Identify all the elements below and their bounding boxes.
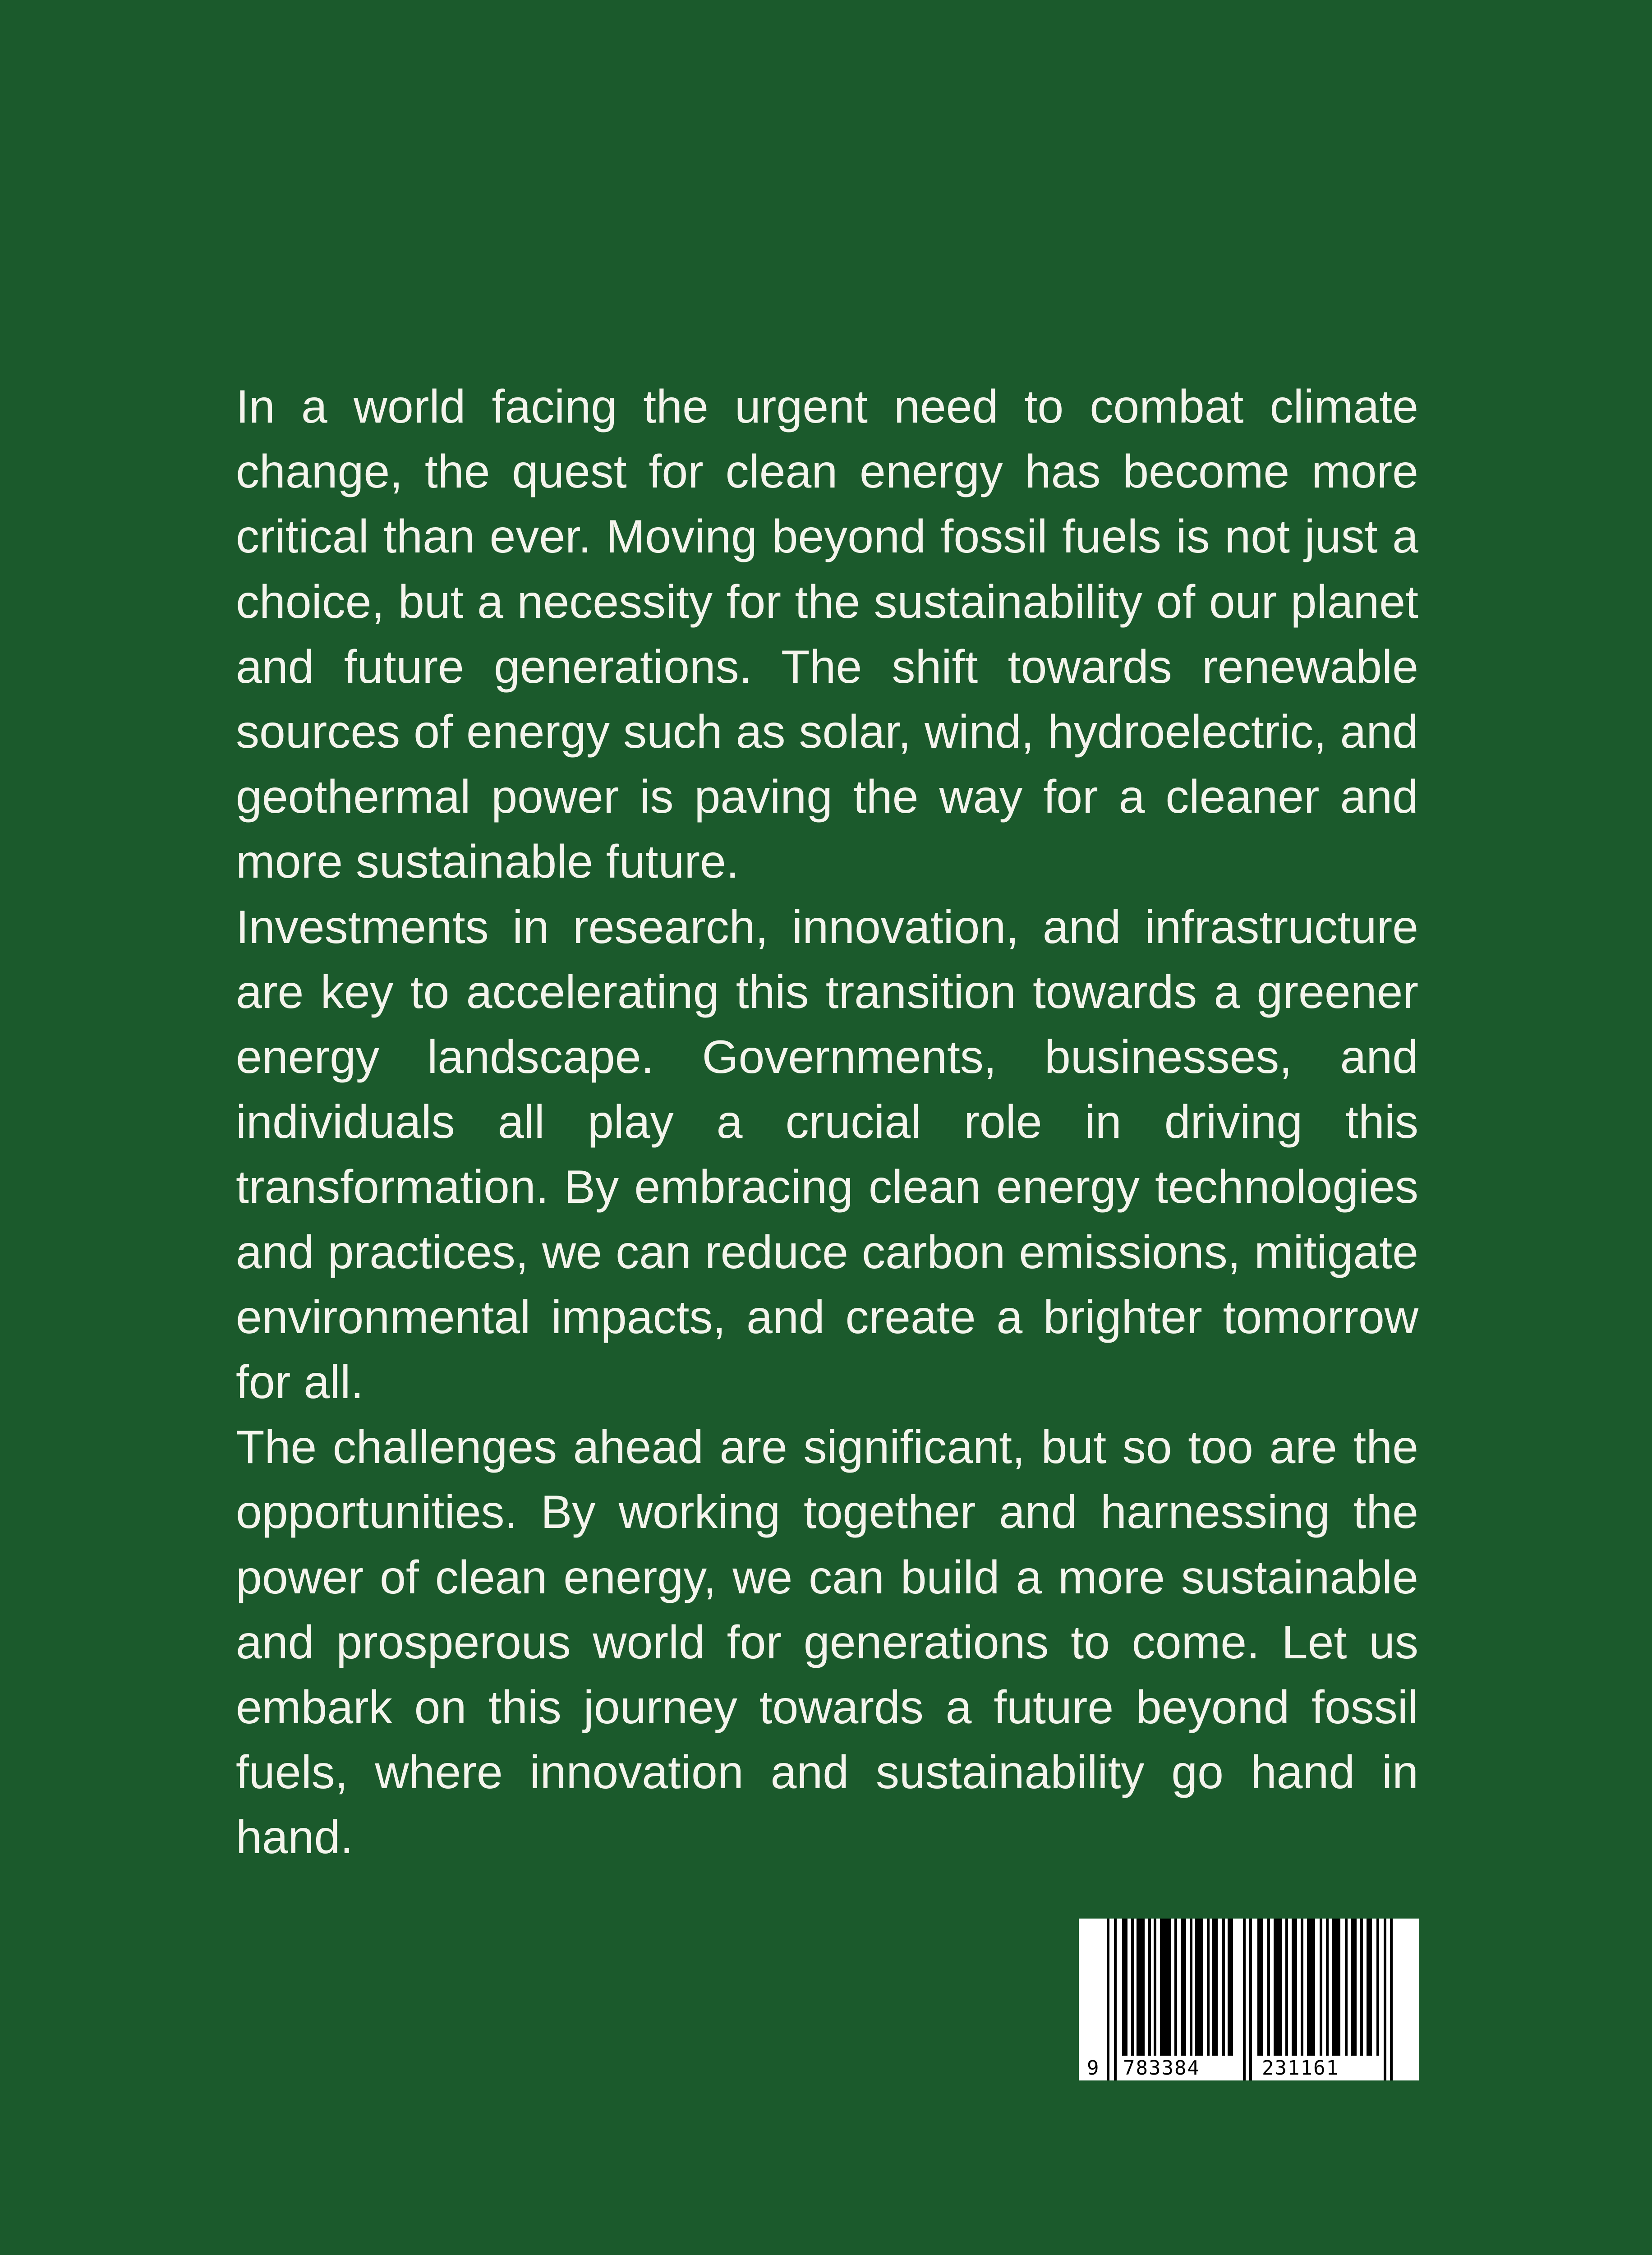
- back-cover-blurb: [236, 374, 1418, 1870]
- blurb-paragraph-2: Investments in research, innovation, and infrastructure are key to accelerating this transition towards a greener energy landscape. Governments, businesses, and individuals all play a crucial role in driving this transformation. By embracing clean energy technologies and practices, we can reduce carbon emissions, mitigate environmental impacts, and create a brighter tomorrow for all.: [236, 901, 1418, 1409]
- blurb-paragraph-1: In a world facing the urgent need to combat climate change, the quest for clean energy has become more critical than ever. Moving beyond fossil fuels is not just a choice, but a necessity for the sustainability of our planet and future generations. The shift towards renewable sources of energy such as solar, wind, hydroelectric, and geothermal power is paving the way for a cleaner and more sustainable future.: [236, 381, 1418, 888]
- blurb-paragraph-3: The challenges ahead are significant, but so too are the opportunities. By working together and harnessing the power of clean energy, we can build a more sustainable and prosperous world for generations to come. Let us embark on this journey towards a future beyond fossil fuels, where innovation and sustainability go hand in hand.: [236, 1421, 1418, 1864]
- barcode-lead-digit: 9: [1087, 2057, 1100, 2080]
- isbn-barcode: [1079, 1919, 1419, 2080]
- barcode-left-digits: 783384: [1120, 2056, 1203, 2080]
- barcode-right-digits: 231161: [1259, 2056, 1342, 2080]
